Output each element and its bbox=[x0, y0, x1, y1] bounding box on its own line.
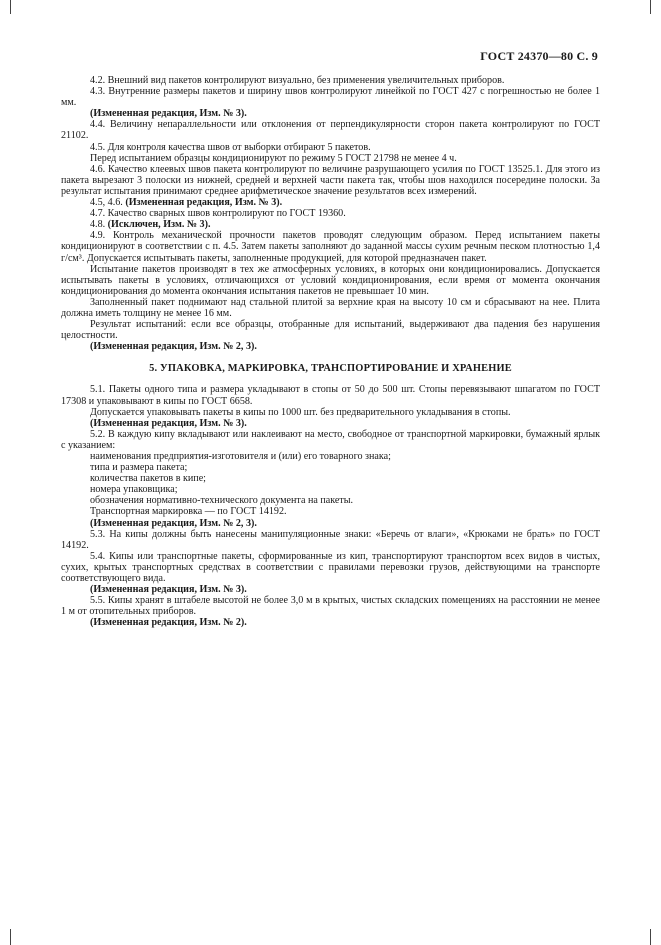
paragraph-text: количества пакетов в кипе; bbox=[90, 473, 206, 485]
paragraph-text: Перед испытанием образцы кондиционируют по режиму 5 ГОСТ 21798 не менее 4 ч. bbox=[90, 152, 457, 164]
revision-note bbox=[61, 418, 600, 429]
paragraph bbox=[61, 197, 600, 208]
paragraph bbox=[61, 484, 600, 495]
document-body bbox=[61, 75, 600, 629]
paragraph bbox=[61, 153, 600, 164]
paragraph-text: Допускается упаковывать пакеты в кипы по 1000 шт. без предварительного укладывания в стопы. bbox=[90, 406, 511, 418]
paragraph-text: (Измененная редакция, Изм. № 2). bbox=[90, 617, 247, 629]
crop-mark-bottom-right bbox=[650, 929, 651, 945]
paragraph-text: (Измененная редакция, Изм. № 3). bbox=[90, 108, 247, 120]
revision-note: (Исключен, Изм. № 3). bbox=[107, 219, 211, 231]
paragraph-text: Результат испытаний: если все образцы, отобранные для испытаний, выдерживают два падения без нарушения целостности. bbox=[61, 319, 600, 342]
paragraph-text: 4.4. Величину непараллельности или отклонения от перпендикулярности сторон пакета контролируют по ГОСТ 21102. bbox=[61, 119, 600, 142]
paragraph-text: 5.4. Кипы или транспортные пакеты, сформированные из кип, транспортируют транспортом всех видов в чистых, сухих, крытых транспортных средствах в соответствии с правилами перевозки грузов, действующими на транспорте соответствующего вида. bbox=[61, 550, 600, 585]
paragraph bbox=[61, 297, 600, 319]
paragraph bbox=[61, 384, 600, 406]
crop-mark-top-right bbox=[650, 0, 651, 14]
crop-mark-top-left bbox=[10, 0, 11, 14]
paragraph-text: 5.1. Пакеты одного типа и размера укладывают в стопы от 50 до 500 шт. Стопы перевязывают шпагатом по ГОСТ 17308 и упаковывают в кипы по ГОСТ 6658. bbox=[61, 384, 600, 407]
page-header: ГОСТ 24370—80 С. 9 bbox=[480, 49, 598, 63]
paragraph-text: (Измененная редакция, Изм. № 3). bbox=[90, 584, 247, 596]
paragraph-text: 5.2. В каждую кипу вкладывают или наклеивают на место, свободное от транспортной маркировки, бумажный ярлык с указанием: bbox=[61, 428, 600, 451]
paragraph-text: номера упаковщика; bbox=[90, 484, 178, 496]
paragraph bbox=[61, 551, 600, 584]
paragraph bbox=[61, 319, 600, 341]
paragraph-text: 4.7. Качество сварных швов контролируют по ГОСТ 19360. bbox=[90, 208, 346, 220]
paragraph-text: Транспортная маркировка — по ГОСТ 14192. bbox=[90, 506, 287, 518]
paragraph-text: 4.5. Для контроля качества швов от выборки отбирают 5 пакетов. bbox=[90, 141, 371, 153]
paragraph bbox=[61, 230, 600, 263]
paragraph bbox=[61, 208, 600, 219]
paragraph bbox=[61, 219, 600, 230]
paragraph-text: 4.5, 4.6. bbox=[90, 197, 126, 209]
paragraph-text: 4.8. bbox=[90, 219, 108, 231]
paragraph bbox=[61, 75, 600, 86]
paragraph-text: обозначения нормативно-технического документа на пакеты. bbox=[90, 495, 354, 507]
paragraph-text: наименования предприятия-изготовителя и (или) его товарного знака; bbox=[90, 451, 391, 462]
crop-mark-bottom-left bbox=[10, 929, 11, 945]
revision-note bbox=[61, 617, 600, 628]
revision-note bbox=[61, 108, 600, 119]
paragraph bbox=[61, 529, 600, 551]
paragraph-text: 5. УПАКОВКА, МАРКИРОВКА, ТРАНСПОРТИРОВАНИЕ И ХРАНЕНИЕ bbox=[149, 363, 512, 375]
paragraph-text: Испытание пакетов производят в тех же атмосферных условиях, в которых они кондиционировались. Допускается испытывать пакеты в условиях, отличающихся от условий кондиционирования, если время от момента окончания кондиционирования до момента окончания испытания пакетов не превышает 10 мин. bbox=[61, 263, 600, 297]
paragraph bbox=[61, 429, 600, 451]
paragraph-text: 5.5. Кипы хранят в штабеле высотой не более 3,0 м в крытых, чистых складских помещениях на расстоянии не менее 1 м от отопительных приборов. bbox=[61, 595, 600, 618]
paragraph bbox=[61, 462, 600, 473]
paragraph-text: 4.9. Контроль механической прочности пакетов проводят следующим образом. Перед испытанием пакеты кондиционируют в соответствии с п. 4.5. Затем пакеты заполняют до заданной массы сухим речным песком плотностью 1,4 г/см³. Допускается испытывать пакеты, заполненные продукцией, для которой предназначен пакет. bbox=[61, 230, 600, 264]
paragraph-text: 5.3. На кипы должны быть нанесены манипуляционные знаки: «Беречь от влаги», «Крюками не брать» по ГОСТ 14192. bbox=[61, 528, 600, 551]
paragraph-text: Заполненный пакет поднимают над стальной плитой за верхние края на высоту 10 см и сбрасывают на нее. Плита должна иметь толщину не менее 16 мм. bbox=[61, 296, 600, 319]
paragraph-text: 4.6. Качество клеевых швов пакета контролируют по величине разрушающего усилия по ГОСТ 13525.1. Для этого из пакета вырезают 3 полоски из нижней, средней и верхней части пакета так, чтобы шов находился посередине полоски. За результат испытания принимают среднее арифметическое значение результатов всех измерений. bbox=[61, 163, 600, 197]
revision-note bbox=[61, 341, 600, 352]
paragraph bbox=[61, 164, 600, 197]
paragraph bbox=[61, 451, 600, 462]
revision-note bbox=[61, 518, 600, 529]
paragraph-text: 4.3. Внутренние размеры пакетов и ширину швов контролируют линейкой по ГОСТ 427 с погрешностью не более 1 мм. bbox=[61, 86, 600, 109]
paragraph bbox=[61, 407, 600, 418]
paragraph bbox=[61, 142, 600, 153]
paragraph bbox=[61, 86, 600, 108]
paragraph-text: (Измененная редакция, Изм. № 2, 3). bbox=[90, 517, 257, 529]
revision-note: (Измененная редакция, Изм. № 3). bbox=[125, 197, 283, 209]
section-heading bbox=[61, 363, 600, 374]
paragraph bbox=[61, 506, 600, 517]
paragraph-text: типа и размера пакета; bbox=[90, 462, 188, 474]
paragraph bbox=[61, 595, 600, 617]
paragraph-text: 4.2. Внешний вид пакетов контролируют визуально, без применения увеличительных приборов. bbox=[90, 75, 505, 86]
paragraph bbox=[61, 119, 600, 141]
paragraph-text: (Измененная редакция, Изм. № 3). bbox=[90, 417, 247, 429]
paragraph bbox=[61, 495, 600, 506]
paragraph bbox=[61, 473, 600, 484]
revision-note bbox=[61, 584, 600, 595]
paragraph-text: (Измененная редакция, Изм. № 2, 3). bbox=[90, 341, 257, 353]
paragraph bbox=[61, 264, 600, 297]
